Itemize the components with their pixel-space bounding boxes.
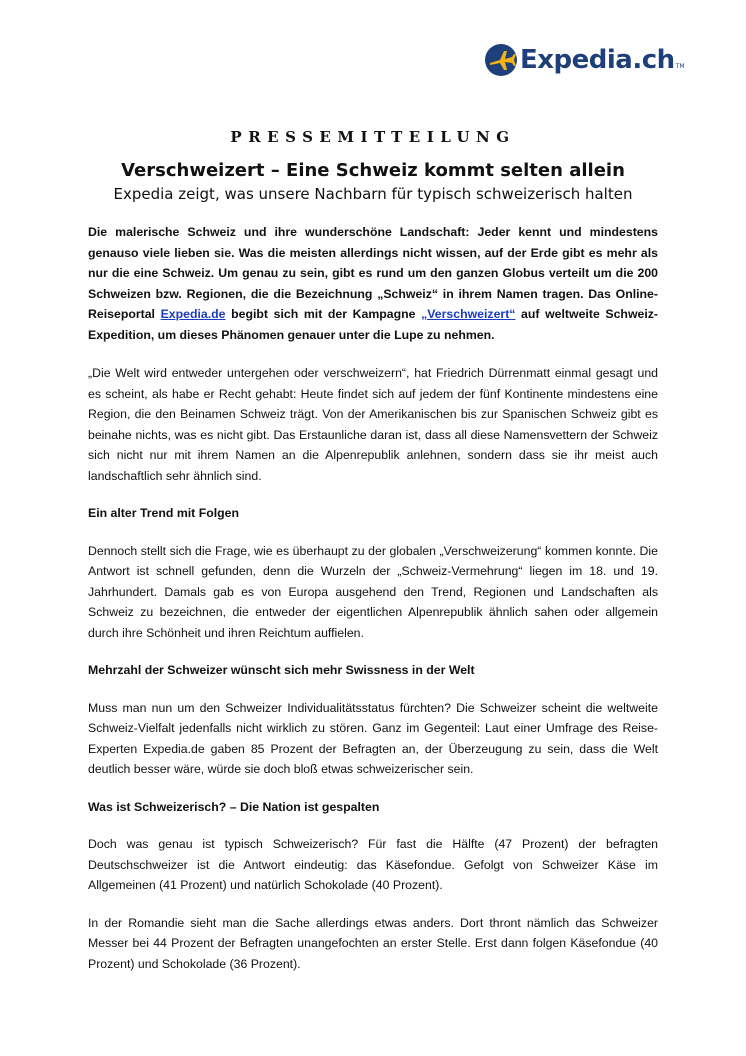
press-release-label: PRESSEMITTEILUNG — [230, 128, 516, 146]
expedia-de-link[interactable]: Expedia.de — [160, 307, 226, 321]
paragraph-romandie: In der Romandie sieht man die Sache allerdings etwas anders. Dort thront nämlich das Schweizer Messer bei 44 Prozent der Befragten unangefochten an erster Stelle. Erst dann folgen Käsefondue (40 Prozent) und Schokolade (36 Prozent). — [88, 915, 658, 971]
expedia-logo[interactable] — [484, 40, 685, 80]
logo-trademark: TM — [675, 63, 685, 70]
intro-text-2: begibt sich mit der Kampagne — [225, 307, 422, 321]
section-heading-schweizerisch: Was ist Schweizerisch? – Die Nation ist gespalten — [88, 799, 380, 814]
page-title: Verschweizert – Eine Schweiz kommt selten allein — [121, 160, 625, 181]
paragraph-duerrenmatt: „Die Welt wird entweder untergehen oder verschweizern“, hat Friedrich Dürrenmatt einmal gesagt und es scheint, als habe er Recht gehabt: Heute findet sich auf jedem der fünf Kontinente mindestens eine Region, die den Beinamen Schweiz trägt. Von der Amerikanischen bis zur Spanischen Schweiz gibt es beinahe nichts, was es nicht gibt. Das Erstaunliche daran ist, dass all diese Namensvettern der Schweiz sich nicht nur mit ihrem Namen an die Alpenrepublik anlehnen, sondern dass sie ihr meist auch landschaftlich sehr ähnlich sind. — [88, 366, 658, 483]
verschweizert-link[interactable]: „Verschweizert“ — [421, 307, 516, 321]
paragraph-deutschschweiz: Doch was genau ist typisch Schweizerisch? Für fast die Hälfte (47 Prozent) der befragten Deutschschweizer ist die Antwort eindeutig: das Käsefondue. Gefolgt von Schweizer Käse im Allgemeinen (41 Prozent) und natürlich Schokolade (40 Prozent). — [88, 837, 658, 892]
page-subtitle: Expedia zeigt, was unsere Nachbarn für typisch schweizerisch halten — [113, 185, 633, 203]
intro-text-1: Die malerische Schweiz und ihre wunderschöne Landschaft: Jeder kennt und mindestens genauso viele lieben sie. Was die meisten allerdings nicht wissen, auf der Erde gibt es mehr als nur die eine Schweiz. Um genau zu sein, gibt es rund um den ganzen Globus verteilt um die 200 Schweizen bzw. Regionen, die die Bezeichnung „Schweiz“ in ihrem Namen tragen. Das Online-Reiseportal — [88, 225, 658, 321]
intro-paragraph — [88, 222, 658, 345]
expedia-globe-icon — [484, 43, 518, 77]
paragraph-trend: Dennoch stellt sich die Frage, wie es überhaupt zu der globalen „Verschweizerung“ kommen konnte. Die Antwort ist schnell gefunden, denn die Wurzeln der „Schweiz-Vermehrung“ liegen im 18. und 19. Jahrhundert. Damals gab es von Europa ausgehend den Trend, Regionen und Landschaften als Schweiz zu bezeichnen, die entweder der eigentlichen Alpenrepublik ähnlich sahen oder allgemein durch ihre Schönheit und ihren Reichtum auffielen. — [88, 543, 658, 640]
paragraph-swissness: Muss man nun um den Schweizer Individualitätsstatus fürchten? Die Schweizer scheint die weltweite Schweiz-Vielfalt jedenfalls nicht wirklich zu stören. Ganz im Gegenteil: Laut einer Umfrage des Reise-Experten Expedia.de gaben 85 Prozent der Befragten an, der Überzeugung zu sein, dass die Welt deutlich besser wäre, würde sie doch bloß etwas schweizerischer sein. — [88, 700, 658, 776]
logo-wordmark: Expedia.ch — [520, 45, 675, 75]
article-body — [88, 222, 658, 974]
section-heading-trend: Ein alter Trend mit Folgen — [88, 506, 239, 520]
intro-text-3: auf weltweite Schweiz-Expedition, um dieses Phänomen genauer unter die Lupe zu nehmen. — [88, 307, 659, 342]
section-heading-swissness: Mehrzahl der Schweizer wünscht sich mehr Swissness in der Welt — [88, 663, 475, 677]
